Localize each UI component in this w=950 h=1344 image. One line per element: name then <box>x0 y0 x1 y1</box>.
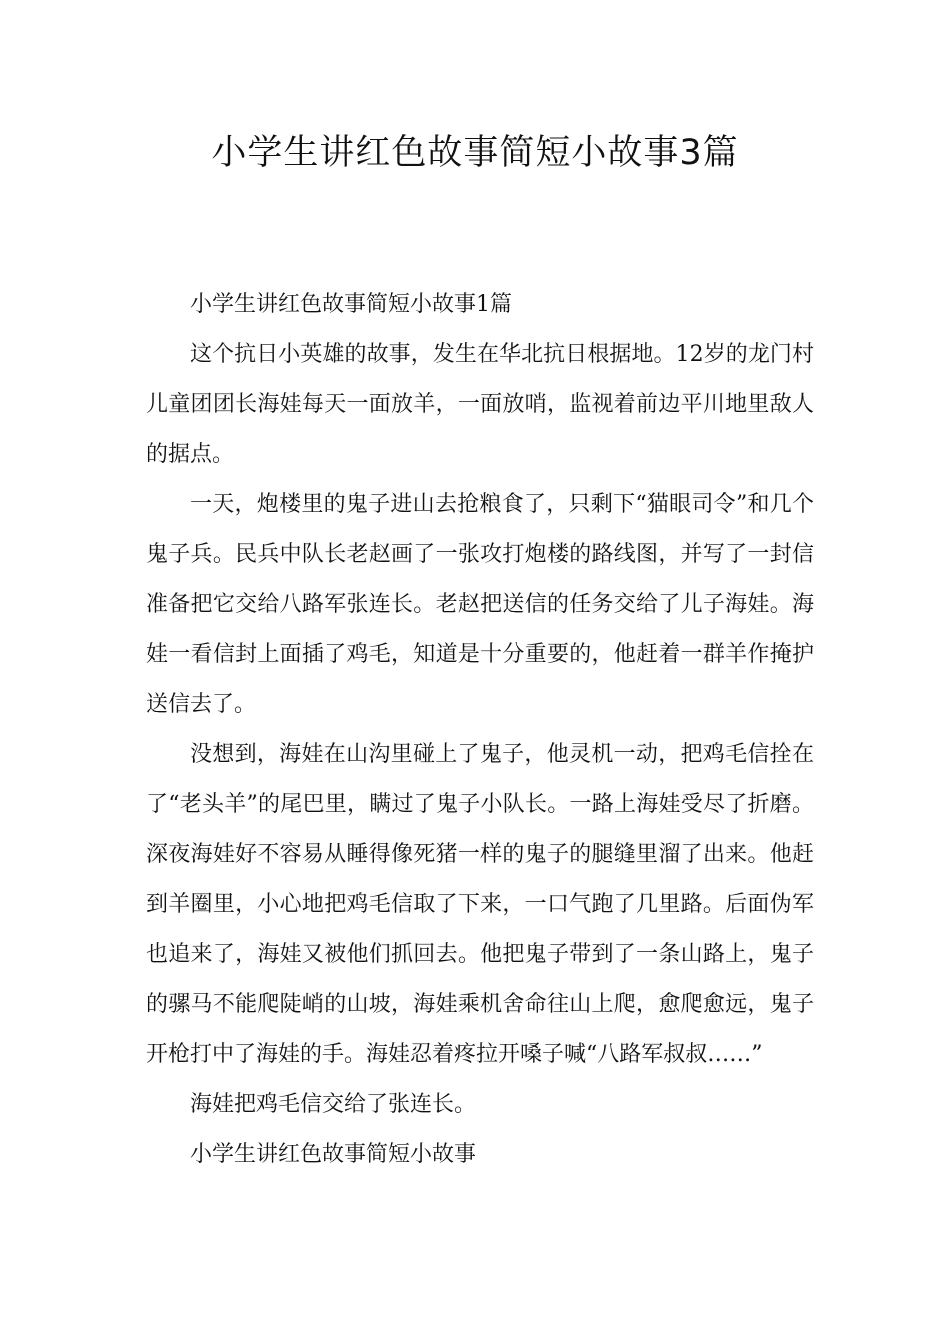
paragraph: 没想到，海娃在山沟里碰上了鬼子，他灵机一动，把鸡毛信拴在了“老头羊”的尾巴里，瞒过了鬼子小队长。一路上海娃受尽了折磨。深夜海娃好不容易从睡得像死猪一样的鬼子的腿缝里溜了出来。他赶到羊圈里，小心地把鸡毛信取了下来，一口气跑了几里路。后面伪军也追来了，海娃又被他们抓回去。他把鬼子带到了一条山路上，鬼子的骡马不能爬陡峭的山坡，海娃乘机舍命往山上爬，愈爬愈远，鬼子开枪打中了海娃的手。海娃忍着疼拉开嗓子喊“八路军叔叔……” <box>146 742 814 1067</box>
section-heading: 小学生讲红色故事简短小故事1篇 <box>190 292 512 317</box>
document-body <box>146 280 814 1180</box>
paragraph: 这个抗日小英雄的故事，发生在华北抗日根据地。12岁的龙门村儿童团团长海娃每天一面放羊，一面放哨，监视着前边平川地里敌人的据点。 <box>146 342 814 467</box>
section-heading: 小学生讲红色故事简短小故事 <box>190 1142 477 1167</box>
paragraph: 海娃把鸡毛信交给了张连长。 <box>190 1092 477 1117</box>
paragraph: 一天，炮楼里的鬼子进山去抢粮食了，只剩下“猫眼司令”和几个鬼子兵。民兵中队长老赵画了一张攻打炮楼的路线图，并写了一封信准备把它交给八路军张连长。老赵把送信的任务交给了儿子海娃。海娃一看信封上面插了鸡毛，知道是十分重要的，他赶着一群羊作掩护送信去了。 <box>146 492 814 717</box>
document-title: 小学生讲红色故事简短小故事3篇 <box>211 133 739 173</box>
